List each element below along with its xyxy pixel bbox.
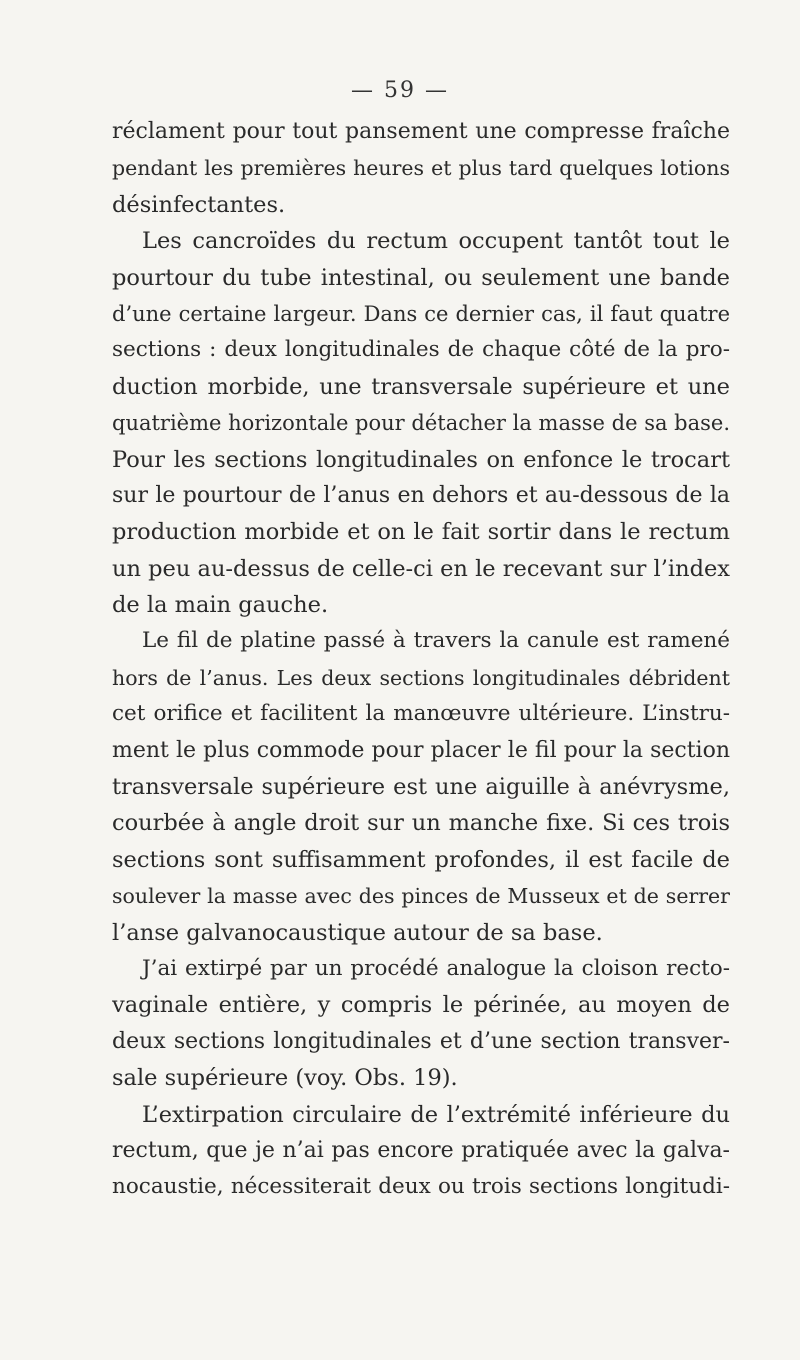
text-line: courbée à angle droit sur un manche fixe. Si ces trois <box>112 810 730 837</box>
text-line: sale supérieure (voy. Obs. 19). <box>112 1065 458 1092</box>
text-line: pourtour du tube intestinal, ou seulement une bande <box>112 264 730 291</box>
text-line: transversale supérieure est une aiguille à anévrysme, <box>112 774 730 801</box>
page-number: — 59 — <box>351 78 449 103</box>
text-line: rectum, que je n’ai pas encore pratiquée avec la galva- <box>112 1137 730 1163</box>
text-line: vaginale entière, y compris le périnée, au moyen de <box>112 992 730 1019</box>
text-line: cet orifice et facilitent la manœuvre ultérieure. L’instru- <box>112 701 730 727</box>
text-line: d’une certaine largeur. Dans ce dernier cas, il faut quatre <box>112 301 730 326</box>
text-line: sur le pourtour de l’anus en dehors et au-dessous de la <box>112 482 730 508</box>
body-text <box>112 114 730 1206</box>
text-line: quatrième horizontale pour détacher la masse de sa base. <box>112 411 730 436</box>
text-line: de la main gauche. <box>112 592 329 619</box>
text-line: production morbide et on le fait sortir dans le rectum <box>112 519 730 546</box>
text-line: Le fil de platine passé à travers la canule est ramené <box>142 628 730 654</box>
text-line: duction morbide, une transversale supérieure et une <box>112 373 730 400</box>
text-line: nocaustie, nécessiterait deux ou trois sections longitudi- <box>112 1174 730 1200</box>
text-line: deux sections longitudinales et d’une section transver- <box>112 1028 730 1054</box>
text-line: L’extirpation circulaire de l’extrémité inférieure du <box>142 1101 730 1128</box>
text-line: Pour les sections longitudinales on enfonce le trocart <box>112 446 730 473</box>
text-line: réclament pour tout pansement une compresse fraîche <box>112 119 730 144</box>
text-line: J’ai extirpé par un procédé analogue la cloison recto- <box>142 955 730 981</box>
text-line: sections sont suffisamment profondes, il est facile de <box>112 846 730 873</box>
text-line: désinfectantes. <box>112 191 286 218</box>
text-line: hors de l’anus. Les deux sections longitudinales débrident <box>112 665 730 690</box>
text-line: ment le plus commode pour placer le fil pour la section <box>112 737 730 763</box>
text-line: Les cancroïdes du rectum occupent tantôt tout le <box>142 228 730 255</box>
text-line: un peu au-dessus de celle-ci en le recevant sur l’index <box>112 555 730 582</box>
text-line: l’anse galvanocaustique autour de sa base. <box>112 919 603 946</box>
text-line: pendant les premières heures et plus tard quelques lotions <box>112 156 730 181</box>
text-line: soulever la masse avec des pinces de Musseux et de serrer <box>112 884 730 909</box>
text-line: sections : deux longitudinales de chaque côté de la pro- <box>112 337 730 363</box>
